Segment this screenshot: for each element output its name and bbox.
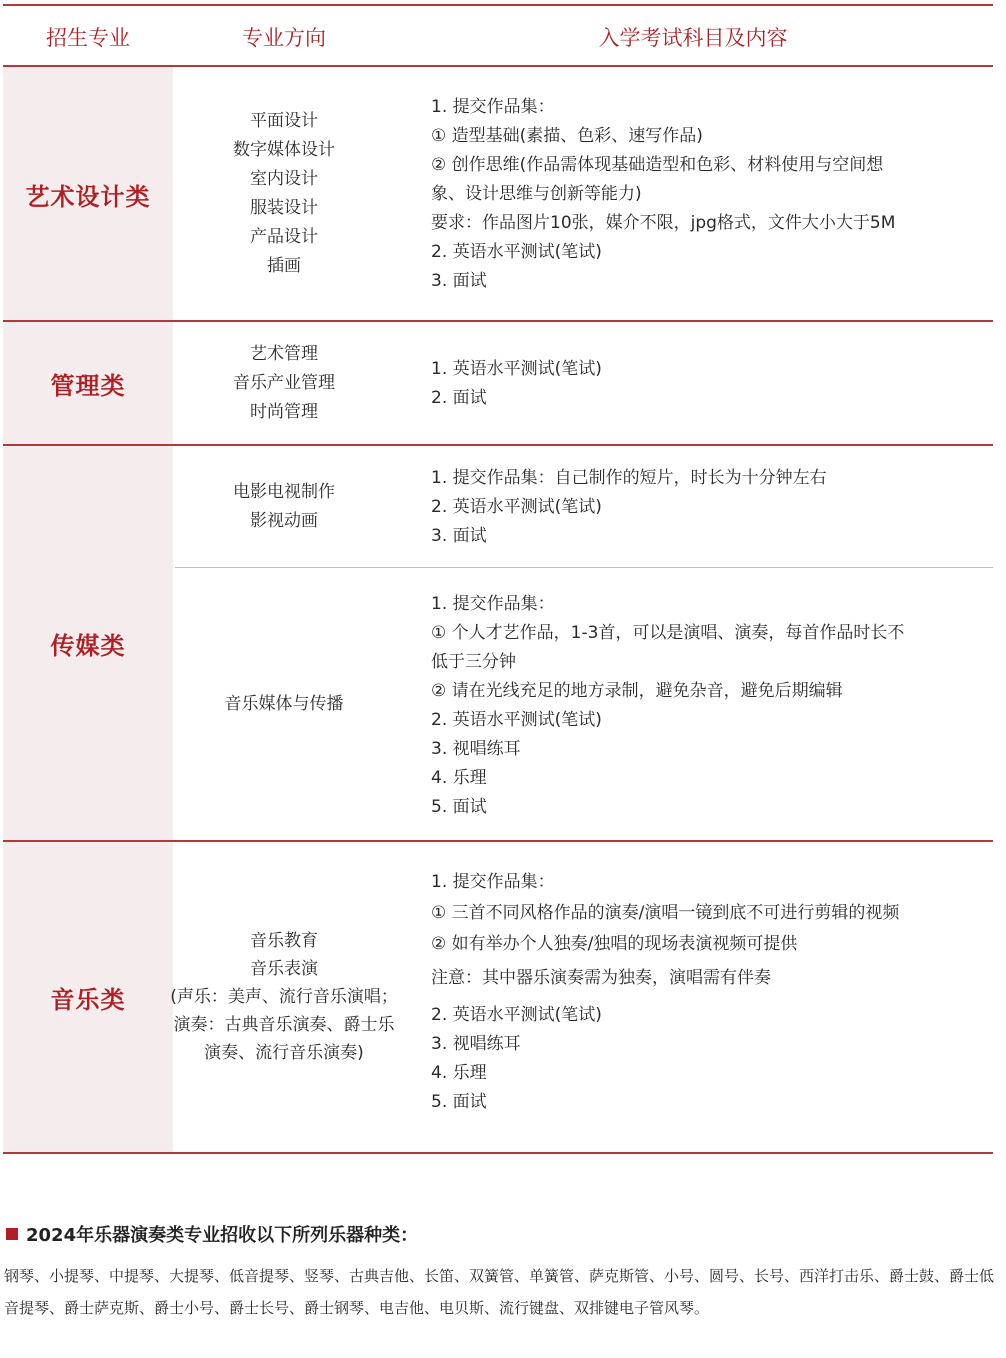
category-management: 管理类 [3, 322, 173, 444]
direction-item: 服装设计 [250, 198, 318, 218]
direction-item: 演奏、流行音乐演奏) [204, 1043, 364, 1063]
directions-music [170, 842, 398, 1152]
direction-item: 音乐产业管理 [233, 372, 335, 393]
content-line: ② 如有举办个人独奏/独唱的现场表演视频可提供 [431, 934, 798, 954]
instrument-list-heading [6, 1221, 418, 1247]
direction-item: 平面设计 [250, 111, 318, 131]
direction-item: 时尚管理 [250, 401, 318, 422]
content-line: 3. 面试 [431, 271, 487, 291]
content-line: 2. 英语水平测试(笔试) [431, 242, 602, 262]
category-art-design: 艺术设计类 [3, 67, 173, 321]
header-direction: 专业方向 [242, 26, 326, 50]
content-line: ① 造型基础(素描、色彩、速写作品) [431, 126, 703, 146]
content-line: 3. 面试 [431, 526, 487, 546]
content-line: 4. 乐理 [431, 1063, 487, 1083]
content-line: 2. 面试 [431, 388, 487, 408]
direction-item: (声乐：美声、流行音乐演唱； [170, 987, 398, 1007]
category-music: 音乐类 [3, 842, 173, 1152]
direction-item: 电影电视制作 [233, 481, 335, 502]
directions-art-design [175, 67, 393, 321]
content-line: 5. 面试 [431, 797, 487, 817]
direction-item: 数字媒体设计 [233, 140, 335, 160]
content-line: ② 请在光线充足的地方录制，避免杂音，避免后期编辑 [431, 681, 843, 701]
direction-item: 艺术管理 [250, 343, 318, 364]
table-bottom-border [3, 1152, 993, 1154]
exam-content-management [431, 355, 971, 413]
content-line: 2. 英语水平测试(笔试) [431, 497, 602, 517]
content-line: ① 个人才艺作品，1-3首，可以是演唱、演奏，每首作品时长不 [431, 623, 905, 643]
exam-content-music [431, 868, 971, 1117]
content-line: 3. 视唱练耳 [431, 739, 521, 759]
exam-content-music-media [431, 590, 971, 822]
direction-item: 演奏：古典音乐演奏、爵士乐 [173, 1015, 395, 1035]
header-major: 招生专业 [46, 26, 130, 50]
direction-item: 产品设计 [250, 227, 318, 247]
instrument-list-title: 2024年乐器演奏类专业招收以下所列乐器种类： [26, 1225, 419, 1246]
exam-content-art-design [431, 93, 971, 296]
instrument-list: 钢琴、小提琴、中提琴、大提琴、低音提琴、竖琴、古典吉他、长笛、双簧管、单簧管、萨克斯管、小号、圆号、长号、西洋打击乐、爵士鼓、爵士低音提琴、爵士萨克斯、爵士小号、爵士长号、爵士钢琴、电吉他、电贝斯、流行键盘、双排键电子管风琴。 [4, 1267, 995, 1317]
content-line: 3. 视唱练耳 [431, 1034, 521, 1054]
content-line: ② 创作思维(作品需体现基础造型和色彩、材料使用与空间想 [431, 155, 884, 175]
content-line: 4. 乐理 [431, 768, 487, 788]
directions-management [175, 322, 393, 444]
direction-item: 影视动画 [250, 510, 318, 531]
content-line: 注意：其中器乐演奏需为独奏，演唱需有伴奏 [431, 968, 771, 988]
direction-item: 音乐教育 [250, 931, 318, 951]
content-line: ① 三首不同风格作品的演奏/演唱一镜到底不可进行剪辑的视频 [431, 903, 900, 923]
direction-item: 插画 [267, 256, 301, 276]
directions-film-tv [175, 446, 393, 567]
content-line: 要求：作品图片10张，媒介不限，jpg格式，文件大小大于5M [431, 213, 896, 233]
content-line: 1. 提交作品集： [431, 872, 555, 892]
content-line: 1. 提交作品集： [431, 97, 555, 117]
exam-content-film-tv [431, 464, 971, 551]
direction-item: 室内设计 [250, 169, 318, 189]
category-media: 传媒类 [3, 446, 173, 840]
content-line: 1. 英语水平测试(笔试) [431, 359, 602, 379]
content-line: 低于三分钟 [431, 652, 516, 672]
content-line: 2. 英语水平测试(笔试) [431, 1005, 602, 1025]
direction-item: 音乐媒体与传播 [224, 693, 344, 714]
content-line: 1. 提交作品集：自己制作的短片，时长为十分钟左右 [431, 468, 827, 488]
directions-music-media [175, 568, 393, 840]
square-bullet-icon [6, 1228, 18, 1240]
content-line: 象、设计思维与创新等能力) [431, 184, 642, 204]
table-top-border [3, 4, 993, 6]
header-exam-content: 入学考试科目及内容 [598, 26, 788, 50]
content-line: 1. 提交作品集： [431, 594, 555, 614]
content-line: 2. 英语水平测试(笔试) [431, 710, 602, 730]
direction-item: 音乐表演 [250, 959, 318, 979]
content-line: 5. 面试 [431, 1092, 487, 1112]
